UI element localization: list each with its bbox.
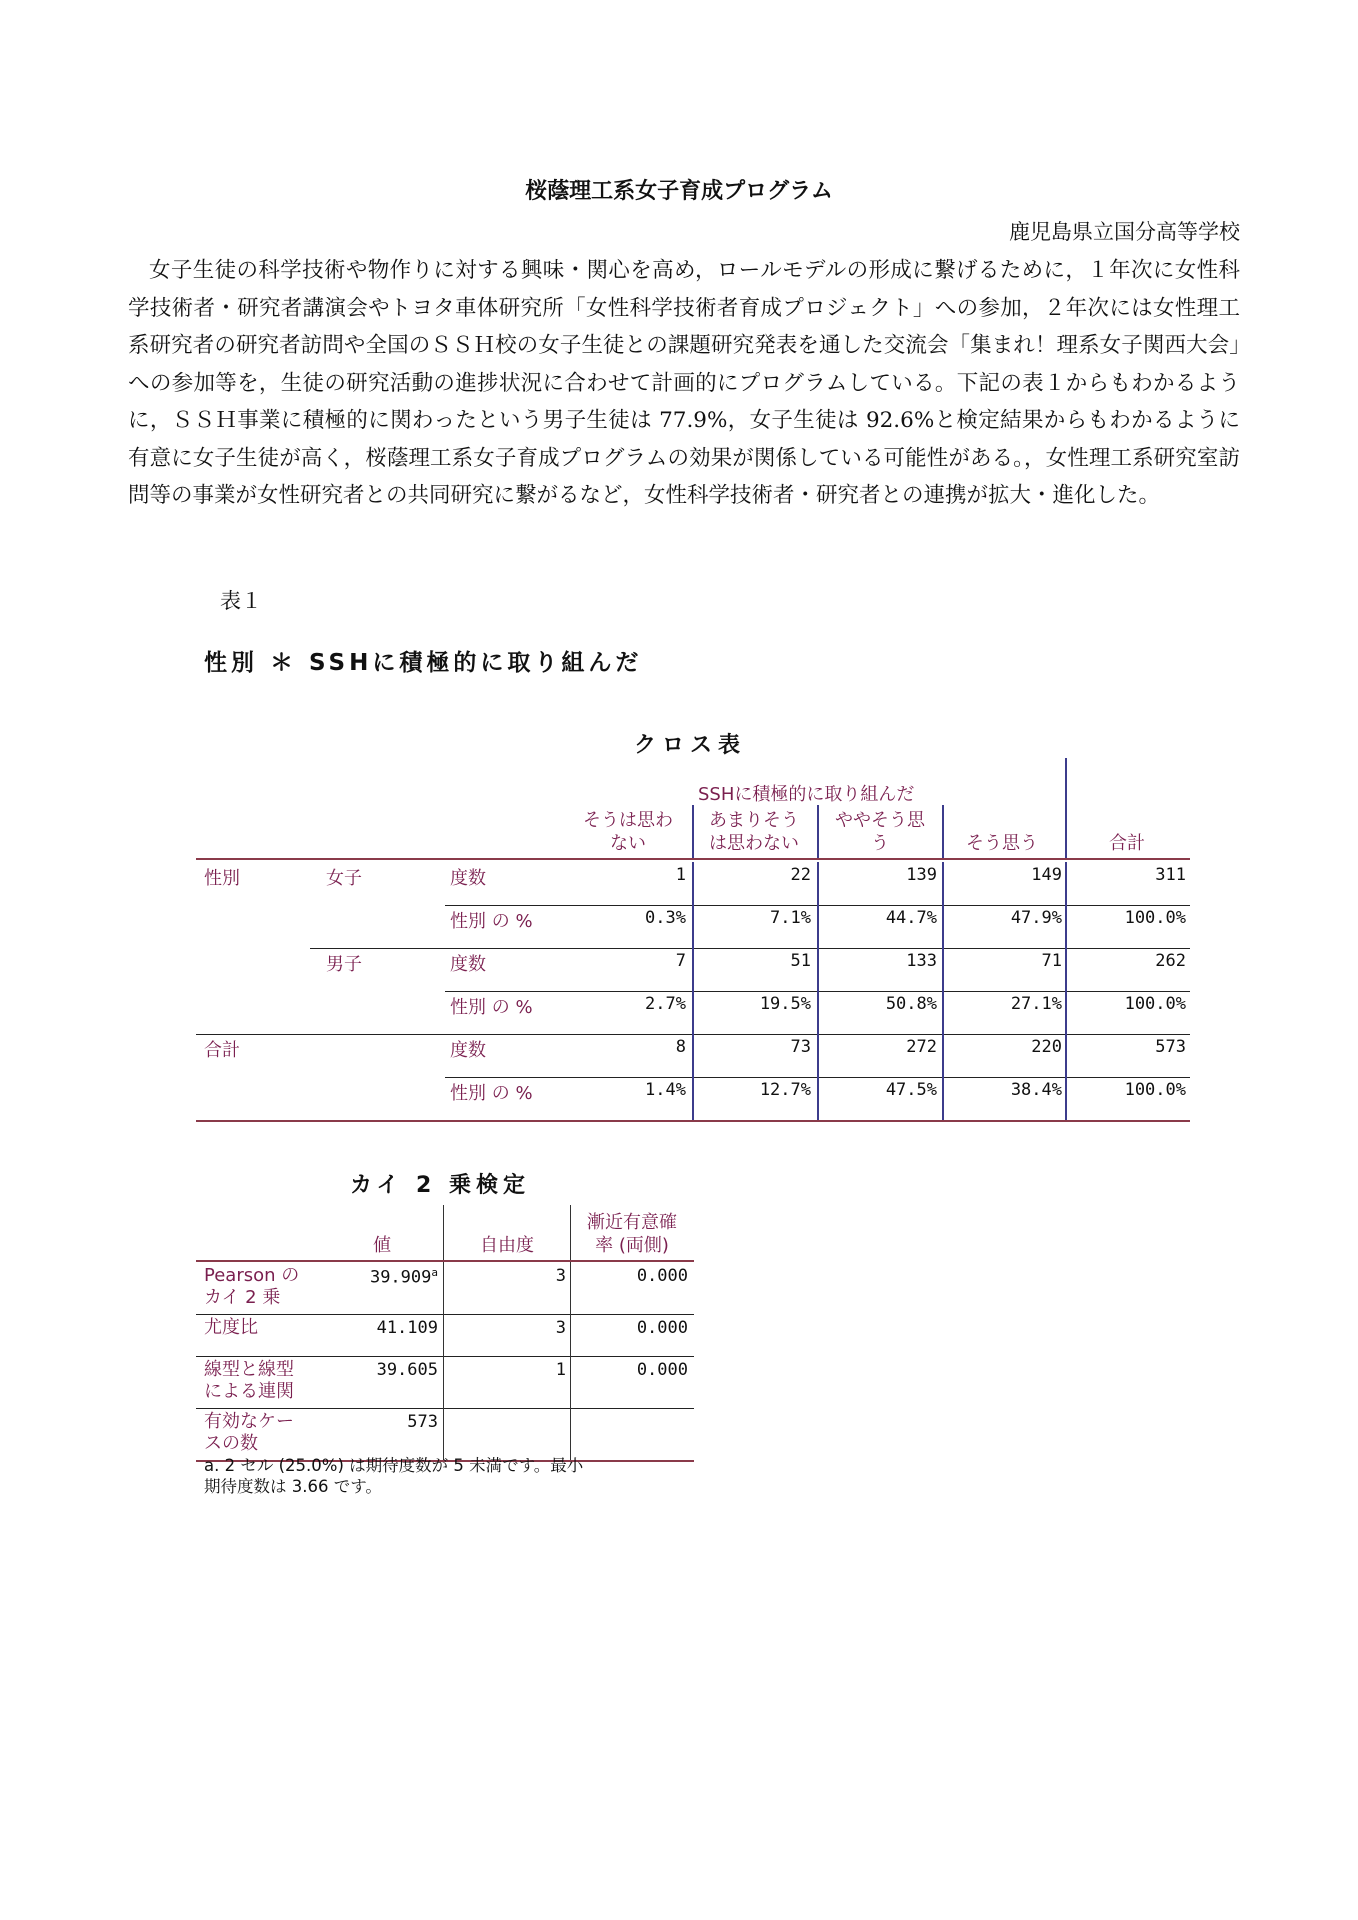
- chi-df: 3: [555, 1266, 566, 1286]
- chi-square-title: カイ 2 乗検定: [350, 1173, 530, 1198]
- crosstab-bottom-rule: [196, 1120, 1190, 1122]
- crosstab-cell: 22: [790, 865, 811, 885]
- crosstab-header-divider: [692, 805, 694, 858]
- chi-col-header: [572, 1211, 692, 1257]
- body-paragraph-text: 女子生徒の科学技術や物作りに対する興味・関心を高め，ロールモデルの形成に繋げるために，１年次に女性科学技術者・研究者講演会やトヨタ車体研究所「女性科学技術者育成プロジェクト」への参加，２年次には女性理工系研究者の研究者訪問や全国のＳＳＨ校の女子生徒との課題研究発表を通した交流会「集まれ！理系女子関西大会」への参加等を，生徒の研究活動の進捗状況に合わせて計画的にプログラムしている。下記の表１からもわかるように，ＳＳＨ事業に積極的に関わったという男子生徒は 77.9%，女子生徒は 92.6%と検定結果からもわかるように有意に女子生徒が高く，桜蔭理工系女子育成プログラムの効果が関係している可能性がある。，女性理工系研究室訪問等の事業が女性研究者との共同研究に繋がるなど，女性科学技術者・研究者との連携が拡大・進化した。: [128, 258, 1240, 508]
- crosstab-title: クロス表: [633, 733, 746, 758]
- chi-value: 41.109: [376, 1318, 438, 1338]
- crosstab-col-divider: [942, 905, 944, 948]
- crosstab-row-rule: [310, 948, 1190, 949]
- chi-col-divider: [570, 1356, 571, 1408]
- crosstab-col-divider: [817, 1034, 819, 1077]
- crosstab-col-divider: [942, 862, 944, 905]
- crosstab-cell: 50.8%: [885, 994, 937, 1014]
- chi-row-label: [204, 1359, 294, 1403]
- crosstab-cell: 47.5%: [885, 1080, 937, 1100]
- crosstab-col-divider: [942, 1034, 944, 1077]
- chi-row-rule: [196, 1314, 694, 1315]
- crosstab-cell: 7: [675, 951, 686, 971]
- chi-col-divider: [443, 1408, 444, 1460]
- crosstab-col-header-line: う: [871, 833, 889, 854]
- crosstab-cell: 38.4%: [1010, 1080, 1062, 1100]
- crosstab-cell: 1.4%: [645, 1080, 686, 1100]
- crosstab-row-label: 度数: [450, 1040, 486, 1061]
- crosstab-col-header: [568, 809, 688, 855]
- school-name: 鹿児島県立国分高等学校: [1009, 220, 1240, 244]
- crosstab-cell: 149: [1031, 865, 1062, 885]
- chi-df: 1: [555, 1360, 566, 1380]
- crosstab-col-header-line: そうは思わ: [583, 810, 673, 831]
- crosstab-header-divider: [942, 805, 944, 858]
- crosstab-header-divider: [817, 805, 819, 858]
- chi-col-header: [447, 1234, 567, 1257]
- crosstab-col-header-line: は思わない: [709, 833, 799, 854]
- chi-row-rule: [196, 1408, 694, 1409]
- chi-col-header-line: 漸近有意確: [587, 1212, 677, 1233]
- chi-row-label: [204, 1265, 299, 1309]
- crosstab-col-divider: [817, 948, 819, 991]
- crosstab-cell: 1: [675, 865, 686, 885]
- crosstab-row-label: 度数: [450, 954, 486, 975]
- crosstab-col-divider: [817, 1077, 819, 1120]
- crosstab-cell: 44.7%: [885, 908, 937, 928]
- crosstab-col-divider: [942, 948, 944, 991]
- page-title: 桜蔭理工系女子育成プログラム: [525, 179, 833, 204]
- crosstab-cell: 133: [906, 951, 937, 971]
- crosstab-cell: 100.0%: [1124, 994, 1186, 1014]
- chi-value: 39.909$^a$: [369, 1266, 438, 1288]
- crosstab-col-header-line: 合計: [1109, 833, 1145, 854]
- footnote-line-2: 期待度数は 3.66 です。: [204, 1477, 382, 1496]
- crosstab-col-header: [1067, 832, 1187, 855]
- crosstab-row-label: 性別 の %: [450, 997, 533, 1018]
- chi-col-divider: [570, 1314, 571, 1356]
- crosstab-col-header: [820, 809, 940, 855]
- chi-col-divider: [570, 1262, 571, 1314]
- crosstab-cell: 272: [906, 1037, 937, 1057]
- footnote-line-1: a. 2 セル (25.0%) は期待度数が 5 未満です。最小: [204, 1456, 584, 1475]
- crosstab-cell: 0.3%: [645, 908, 686, 928]
- section-heading: 性別 ＊ SSHに積極的に取り組んだ: [204, 650, 643, 676]
- crosstab-col-header-line: そう思う: [966, 833, 1038, 854]
- crosstab-header-rule: [196, 858, 1190, 860]
- chi-col-divider: [443, 1314, 444, 1356]
- chi-col-header-line: 値: [373, 1235, 391, 1256]
- chi-col-header: [322, 1234, 442, 1257]
- table-caption: 表１: [220, 589, 262, 613]
- chi-row-label: [204, 1411, 294, 1455]
- chi-row-label-line: 線型と線型: [204, 1359, 294, 1380]
- crosstab-cell: 2.7%: [645, 994, 686, 1014]
- crosstab-col-divider: [1065, 862, 1067, 905]
- chi-header-rule: [196, 1260, 694, 1262]
- crosstab-col-divider: [1065, 1034, 1067, 1077]
- chi-sig: 0.000: [636, 1318, 688, 1338]
- chi-header-divider: [443, 1205, 444, 1260]
- crosstab-col-divider: [942, 1077, 944, 1120]
- crosstab-col-header: [694, 809, 814, 855]
- crosstab-cell: 573: [1155, 1037, 1186, 1057]
- crosstab-col-divider: [692, 991, 694, 1034]
- crosstab-col-divider: [1065, 991, 1067, 1034]
- chi-sig: 0.000: [636, 1266, 688, 1286]
- crosstab-col-divider: [1065, 948, 1067, 991]
- chi-col-divider: [570, 1408, 571, 1460]
- crosstab-col-divider: [692, 1034, 694, 1077]
- crosstab-cell: 51: [790, 951, 811, 971]
- crosstab-col-header-line: ややそう思: [835, 810, 925, 831]
- crosstab-col-divider: [817, 991, 819, 1034]
- crosstab-cell: 100.0%: [1124, 1080, 1186, 1100]
- crosstab-col-divider: [942, 991, 944, 1034]
- crosstab-col-divider: [692, 905, 694, 948]
- crosstab-cell: 19.5%: [759, 994, 811, 1014]
- crosstab-group-label: 女子: [326, 868, 362, 889]
- chi-col-divider: [443, 1262, 444, 1314]
- chi-sig: 0.000: [636, 1360, 688, 1380]
- chi-square-footnote: [204, 1455, 694, 1497]
- crosstab-row-label: 度数: [450, 868, 486, 889]
- crosstab-cell: 71: [1041, 951, 1062, 971]
- chi-col-divider: [443, 1356, 444, 1408]
- chi-value: 573: [407, 1412, 438, 1432]
- crosstab-row-label: 性別 の %: [450, 1083, 533, 1104]
- chi-col-header-line: 率 (両側): [595, 1235, 669, 1256]
- crosstab-cell: 220: [1031, 1037, 1062, 1057]
- crosstab-col-divider: [1065, 1077, 1067, 1120]
- chi-row-label: [204, 1317, 258, 1339]
- crosstab-row-label: 性別 の %: [450, 911, 533, 932]
- chi-row-rule: [196, 1356, 694, 1357]
- crosstab-cell: 47.9%: [1010, 908, 1062, 928]
- crosstab-cell: 262: [1155, 951, 1186, 971]
- crosstab-col-divider: [692, 948, 694, 991]
- crosstab-cell: 311: [1155, 865, 1186, 885]
- crosstab-cell: 100.0%: [1124, 908, 1186, 928]
- chi-row-label-line: カイ 2 乗: [204, 1287, 281, 1308]
- chi-value-superscript: a: [431, 1266, 438, 1279]
- chi-df: 3: [555, 1318, 566, 1338]
- chi-row-label-line: 有効なケー: [204, 1411, 294, 1432]
- chi-header-divider: [570, 1205, 571, 1260]
- body-paragraph: [128, 252, 1240, 515]
- chi-row-label-line: による連関: [204, 1381, 294, 1402]
- crosstab-cell: 27.1%: [1010, 994, 1062, 1014]
- crosstab-cell: 73: [790, 1037, 811, 1057]
- crosstab-col-header: [942, 832, 1062, 855]
- crosstab-col-header-line: ない: [610, 833, 646, 854]
- chi-row-label-line: スの数: [204, 1433, 258, 1454]
- chi-row-label-line: 尤度比: [204, 1317, 258, 1338]
- crosstab-col-divider: [692, 1077, 694, 1120]
- crosstab-group-label: 男子: [326, 954, 362, 975]
- crosstab-row-var: 合計: [204, 1040, 240, 1061]
- crosstab-row-var: 性別: [204, 868, 240, 889]
- crosstab-col-divider: [817, 905, 819, 948]
- chi-value: 39.605: [376, 1360, 438, 1380]
- crosstab-cell: 8: [675, 1037, 686, 1057]
- crosstab-col-divider: [817, 862, 819, 905]
- crosstab-col-header-line: あまりそう: [709, 810, 799, 831]
- chi-row-label-line: Pearson の: [204, 1265, 300, 1286]
- crosstab-col-divider: [1065, 905, 1067, 948]
- crosstab-cell: 12.7%: [759, 1080, 811, 1100]
- crosstab-group-header: SSHに積極的に取り組んだ: [698, 784, 915, 805]
- crosstab-cell: 7.1%: [770, 908, 811, 928]
- chi-col-header-line: 自由度: [480, 1235, 534, 1256]
- crosstab-col-divider: [692, 862, 694, 905]
- crosstab-cell: 139: [906, 865, 937, 885]
- crosstab-total-col-divider: [1065, 758, 1067, 858]
